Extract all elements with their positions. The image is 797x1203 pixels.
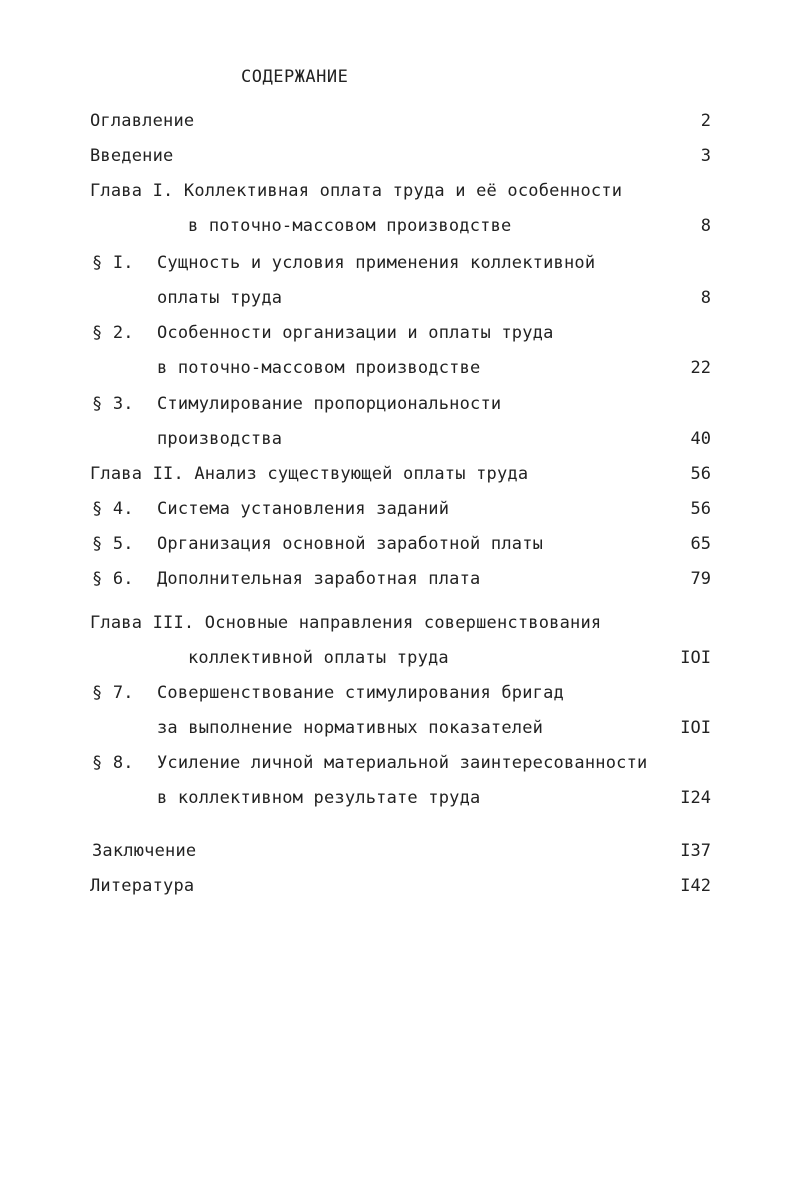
section-sign: § 8. (92, 753, 134, 773)
toc-entry-text: Заключение (92, 841, 197, 861)
toc-section-text: Стимулирование пропорциональности (157, 394, 502, 414)
toc-section-text-cont: в поточно-массовом производстве (157, 358, 481, 378)
toc-section-text: Система установления заданий (157, 499, 450, 519)
toc-entry-page: 2 (700, 111, 711, 131)
toc-entry-text: Литература (90, 876, 195, 896)
toc-chapter-text: Глава III. Основные направления совершенствования (90, 613, 602, 633)
toc-section-text-cont: в коллективном результате труда (157, 788, 481, 808)
toc-section-text-cont: за выполнение нормативных показателей (157, 718, 544, 738)
toc-entry-page: IOI (680, 648, 711, 668)
section-sign: § 2. (92, 323, 134, 343)
toc-section-text-cont: оплаты труда (157, 288, 283, 308)
section-sign: § I. (92, 253, 134, 273)
toc-entry-page: 3 (700, 146, 711, 166)
toc-entry-text: Оглавление (90, 111, 195, 131)
toc-chapter-text-cont: в поточно-массовом производстве (188, 216, 512, 236)
section-sign: § 5. (92, 534, 134, 554)
toc-entry-text: Введение (90, 146, 174, 166)
toc-entry-page: I37 (680, 841, 711, 861)
toc-entry-page: 56 (690, 464, 711, 484)
toc-chapter-text-cont: коллективной оплаты труда (188, 648, 449, 668)
toc-entry-page: 40 (690, 429, 711, 449)
section-sign: § 7. (92, 683, 134, 703)
section-sign: § 6. (92, 569, 134, 589)
toc-chapter-text: Глава I. Коллективная оплата труда и её особенности (90, 181, 623, 201)
toc-section-text: Особенности организации и оплаты труда (157, 323, 554, 343)
toc-section-text: Усиление личной материальной заинтересованности (157, 753, 648, 773)
page-title: СОДЕРЖАНИЕ (241, 67, 349, 87)
toc-entry-page: 8 (700, 216, 711, 236)
toc-section-text: Совершенствование стимулирования бригад (157, 683, 564, 703)
section-sign: § 4. (92, 499, 134, 519)
toc-entry-page: 56 (690, 499, 711, 519)
toc-entry-page: 65 (690, 534, 711, 554)
section-sign: § 3. (92, 394, 134, 414)
toc-section-text: Сущность и условия применения коллективной (157, 253, 596, 273)
toc-entry-page: I42 (680, 876, 711, 896)
toc-entry-page: IOI (680, 718, 711, 738)
toc-section-text: Дополнительная заработная плата (157, 569, 481, 589)
toc-chapter-text: Глава II. Анализ существующей оплаты труда (90, 464, 529, 484)
toc-section-text-cont: производства (157, 429, 283, 449)
toc-entry-page: 79 (690, 569, 711, 589)
toc-entry-page: 8 (700, 288, 711, 308)
toc-entry-page: 22 (690, 358, 711, 378)
toc-section-text: Организация основной заработной платы (157, 534, 544, 554)
toc-entry-page: I24 (680, 788, 711, 808)
